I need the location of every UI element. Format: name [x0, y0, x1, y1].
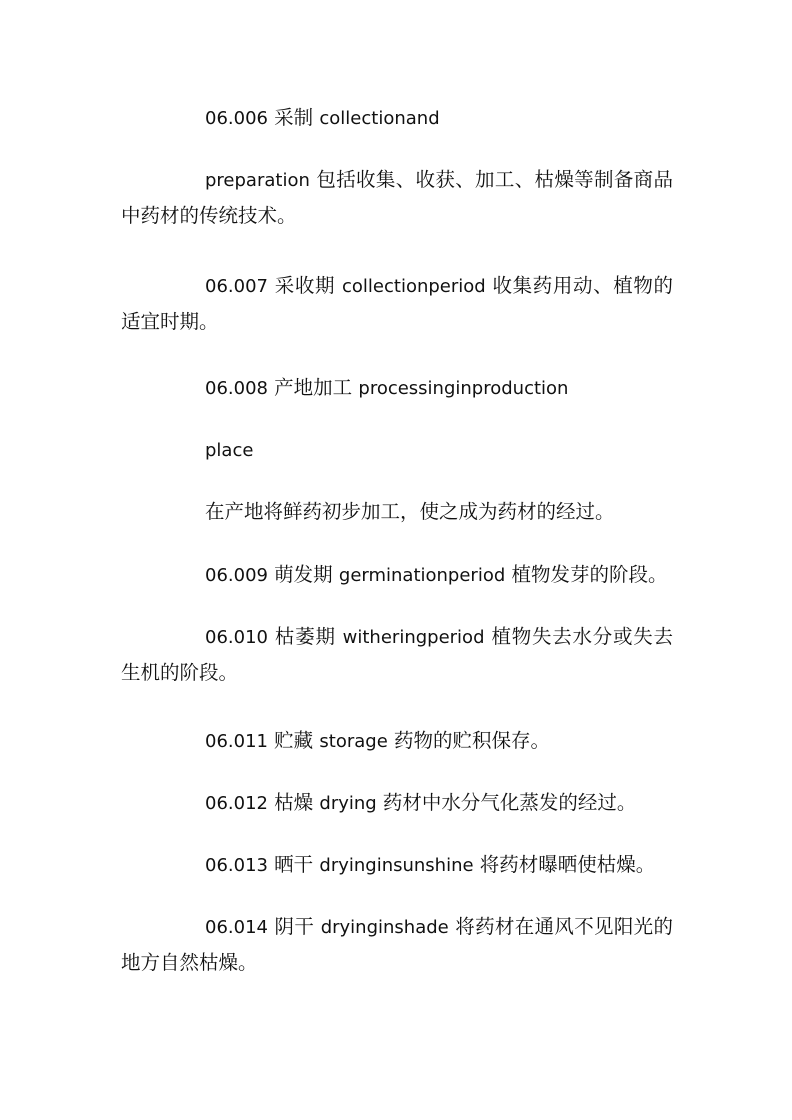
- entry-code: 06.006: [205, 108, 268, 129]
- entry-term-zh: 枯燥: [267, 791, 320, 814]
- entry-definition: 植物失去水分或失去生机的阶段。: [121, 625, 673, 684]
- entry-definition: 将药材在通风不见阳光的地方自然枯燥。: [121, 915, 673, 974]
- entry-code: 06.012: [205, 793, 268, 814]
- entry-term-en: storage: [319, 731, 388, 752]
- entry-06-012: [121, 785, 673, 821]
- entry-term-zh: 采收期: [267, 274, 342, 297]
- entry-term-zh: 采制: [267, 106, 320, 129]
- entry-definition: 植物发芽的阶段。: [505, 563, 668, 586]
- entry-definition: 将药材曝晒使枯燥。: [473, 853, 656, 876]
- entry-term-en: dryinginsunshine: [319, 855, 474, 876]
- entry-06-006: [121, 100, 673, 136]
- entry-code: 06.010: [205, 627, 268, 648]
- entry-06-006-definition: [121, 162, 673, 233]
- entry-term-en: preparation: [205, 170, 310, 191]
- entry-term-en: dryinginshade: [320, 917, 449, 938]
- entry-definition: 包括收集、收获、加工、枯燥等制备商品中药材的传统技术。: [121, 168, 673, 227]
- entry-06-008-definition: [205, 494, 675, 529]
- entry-term-zh: 阴干: [267, 915, 321, 938]
- entry-06-011: [121, 723, 673, 759]
- entry-06-009: [121, 557, 673, 593]
- entry-code: 06.009: [205, 565, 268, 586]
- entry-term-zh: 晒干: [267, 853, 320, 876]
- entry-term-en: witheringperiod: [342, 627, 485, 648]
- entry-definition: 收集药用动、植物的适宜时期。: [121, 274, 673, 333]
- entry-code: 06.007: [205, 276, 268, 297]
- entry-06-014: [121, 909, 673, 980]
- entry-06-007: [121, 268, 673, 339]
- entry-code: 06.011: [205, 731, 268, 752]
- entry-definition: 药物的贮积保存。: [387, 729, 550, 752]
- entry-code: 06.013: [205, 855, 268, 876]
- entry-term-en: drying: [319, 793, 377, 814]
- entry-term-zh: 贮藏: [267, 729, 320, 752]
- entry-definition: 药材中水分气化蒸发的经过。: [376, 791, 637, 814]
- entry-06-008-term-cont: [205, 432, 675, 468]
- entry-06-010: [121, 619, 673, 690]
- entry-term-zh: 枯萎期: [267, 625, 343, 648]
- entry-definition: 在产地将鲜药初步加工，使之成为药材的经过。: [205, 500, 615, 523]
- entry-code: 06.014: [205, 917, 268, 938]
- entry-term-en: collectionand: [319, 108, 440, 129]
- entry-term-en: processinginproduction: [358, 378, 569, 399]
- entry-term-zh: 萌发期: [267, 563, 339, 586]
- entry-term-en: germinationperiod: [338, 565, 506, 586]
- entry-06-013: [121, 847, 673, 883]
- entry-code: 06.008: [205, 378, 268, 399]
- entry-term-zh: 产地加工: [267, 376, 359, 399]
- entry-06-008: [121, 370, 673, 406]
- entry-term-en: collectionperiod: [342, 276, 486, 297]
- entry-term-en: place: [205, 440, 254, 461]
